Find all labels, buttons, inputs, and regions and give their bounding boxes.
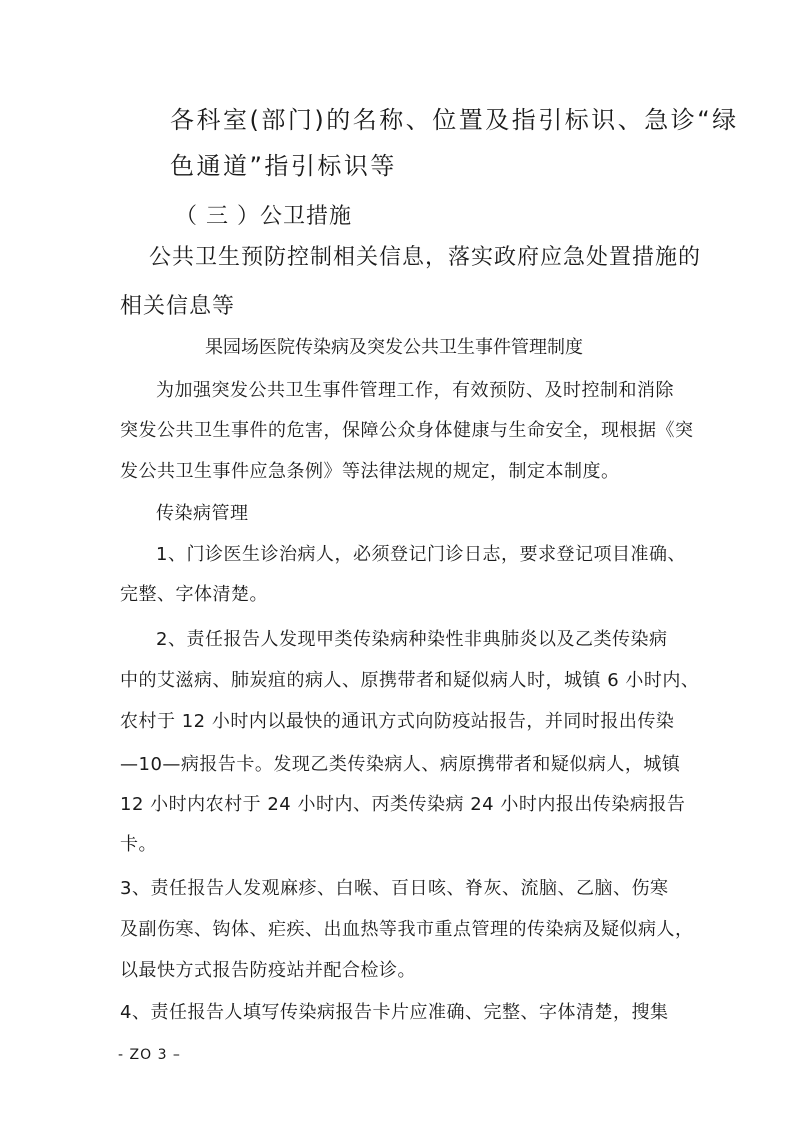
text-line: 1、门诊医生诊治病人，必须登记门诊日志，要求登记项目准确、 bbox=[156, 544, 686, 565]
text-line: 公共卫生预防控制相关信息，落实政府应急处置措施的 bbox=[149, 245, 702, 270]
text-line: 2、责任报告人发现甲类传染病种染性非典肺炎以及乙类传染病 bbox=[156, 629, 668, 650]
text-line: 各科室(部门)的名称、位置及指引标识、急诊“绿 bbox=[170, 106, 739, 134]
text-line: 4、责任报告人填写传染病报告卡片应准确、完整、字体清楚，搜集 bbox=[120, 1002, 669, 1023]
text-line: 完整、字体清楚。 bbox=[120, 584, 268, 605]
text-line: 3、责任报告人发观麻疹、白喉、百日咳、脊灰、流脑、乙脑、伤寒 bbox=[120, 878, 669, 899]
text-line: 12 小时内农村于 24 小时内、丙类传染病 24 小时内报出传染病报告 bbox=[120, 794, 686, 815]
page-number: - ZO 3 – bbox=[118, 1047, 181, 1063]
text-line: 以最快方式报告防疫站并配合检诊。 bbox=[120, 960, 416, 981]
subsection-heading: 传染病管理 bbox=[156, 503, 249, 524]
text-line: 相关信息等 bbox=[120, 294, 236, 319]
text-line: 卡。 bbox=[120, 834, 157, 855]
text-line: 农村于 12 小时内以最快的通讯方式向防疫站报告，并同时报出传染 bbox=[120, 711, 675, 732]
text-line: 及副伤寒、钩体、疟疾、出血热等我市重点管理的传染病及疑似病人， bbox=[120, 919, 694, 940]
text-line: 中的艾滋病、肺炭疽的病人、原携带者和疑似病人时，城镇 6 小时内、 bbox=[120, 670, 700, 691]
text-line: —10—病报告卡。发现乙类传染病人、病原携带者和疑似病人，城镇 bbox=[120, 754, 681, 775]
section-heading: （ 三 ）公卫措施 bbox=[175, 204, 352, 229]
text-line: 色通道”指引标识等 bbox=[170, 152, 397, 180]
text-line: 发公共卫生事件应急条例》等法律法规的规定，制定本制度。 bbox=[120, 461, 620, 482]
text-line: 为加强突发公共卫生事件管理工作，有效预防、及时控制和消除 bbox=[156, 380, 674, 401]
text-line: 突发公共卫生事件的危害，保障公众身体健康与生命安全，现根据《突 bbox=[120, 420, 694, 441]
document-title: 果园场医院传染病及突发公共卫生事件管理制度 bbox=[205, 337, 583, 358]
